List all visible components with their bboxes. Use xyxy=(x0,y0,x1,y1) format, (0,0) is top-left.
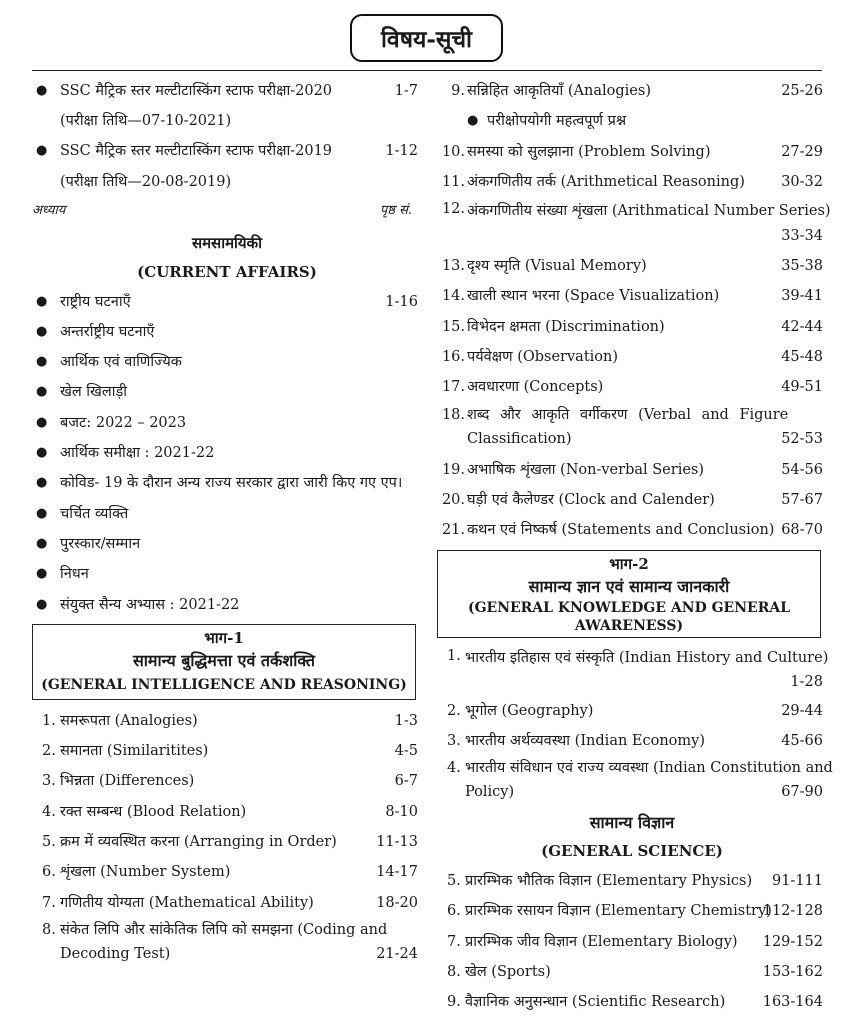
entry-page: 1-28 xyxy=(790,673,823,690)
toc-entry[interactable] xyxy=(437,403,827,455)
chapter-label: अध्याय xyxy=(32,202,66,218)
entry-number: 6. xyxy=(447,903,461,920)
toc-entry[interactable] xyxy=(32,347,422,377)
entry-page: 33-34 xyxy=(781,228,823,245)
entry-page: 1-16 xyxy=(385,293,418,310)
toc-entry[interactable] xyxy=(437,455,827,485)
entry-page: 42-44 xyxy=(781,318,823,335)
part1-label: भाग-1 xyxy=(204,628,244,647)
entry-title: दृश्य स्मृति (Visual Memory) xyxy=(467,258,647,275)
entry-number: 5. xyxy=(447,873,461,890)
entry-title: घड़ी एवं कैलेण्डर (Clock and Calender) xyxy=(467,491,715,508)
entry-page: 8-10 xyxy=(385,803,418,820)
exam-list xyxy=(32,76,422,197)
entry-title: आर्थिक समीक्षा : 2021-22 xyxy=(60,445,215,462)
entry-page: 39-41 xyxy=(781,288,823,305)
toc-entry[interactable] xyxy=(437,372,827,402)
entry-title: खाली स्थान भरना (Space Visualization) xyxy=(467,288,720,305)
entry-number: 6. xyxy=(42,864,56,881)
entry-page: 68-70 xyxy=(781,522,823,539)
toc-entry[interactable] xyxy=(437,644,827,696)
toc-entry[interactable] xyxy=(32,736,422,766)
entry-title: भारतीय संविधान एवं राज्य व्यवस्था (Indian Constitution and xyxy=(465,760,833,777)
toc-entry[interactable] xyxy=(437,696,827,726)
toc-entry[interactable] xyxy=(32,827,422,857)
entry-page: 30-32 xyxy=(781,173,823,190)
entry-number: 7. xyxy=(42,894,56,911)
bullet-icon: ● xyxy=(36,323,48,339)
entry-title: अन्तर्राष्ट्रीय घटनाएँ xyxy=(60,323,155,340)
entry-title: कथन एवं निष्कर्ष (Statements and Conclusion) xyxy=(467,522,775,539)
toc-entry[interactable] xyxy=(437,957,827,987)
entry-number: 4. xyxy=(447,760,461,777)
toc-entry[interactable] xyxy=(32,590,422,620)
current-affairs-heading-hi: समसामयिकी xyxy=(191,233,263,252)
entry-page: 67-90 xyxy=(781,784,823,801)
toc-entry[interactable] xyxy=(32,438,422,468)
entry-number: 19. xyxy=(441,461,465,478)
entry-page: 14-17 xyxy=(376,864,418,881)
bullet-icon: ● xyxy=(36,83,48,98)
entry-page: 4-5 xyxy=(394,743,418,760)
toc-entry[interactable] xyxy=(32,317,422,347)
toc-entry[interactable] xyxy=(32,468,422,498)
bullet-icon: ● xyxy=(36,505,48,521)
entry-page: 52-53 xyxy=(781,430,823,447)
entry-title: परीक्षोपयोगी महत्वपूर्ण प्रश्न xyxy=(487,113,627,130)
bullet-icon: ● xyxy=(36,293,48,309)
bullet-icon: ● xyxy=(467,113,479,129)
toc-entry[interactable] xyxy=(437,167,827,197)
entry-title-cont: Decoding Test) xyxy=(60,945,171,962)
entry-page: 1-7 xyxy=(394,83,418,99)
entry-title: खेल खिलाड़ी xyxy=(60,384,128,401)
toc-entry[interactable] xyxy=(32,559,422,589)
reasoning-list-b xyxy=(437,251,827,402)
entry-number: 9. xyxy=(451,83,465,99)
entry-number: 3. xyxy=(42,773,56,790)
entry-title: शब्द और आकृति वर्गीकरण (Verbal and Figure xyxy=(467,406,789,423)
toc-entry[interactable] xyxy=(437,137,827,167)
entry-title: रक्त सम्बन्ध (Blood Relation) xyxy=(60,803,247,820)
entry-page: 25-26 xyxy=(781,83,823,99)
entry-page: 45-48 xyxy=(781,349,823,366)
entry-title: भारतीय इतिहास एवं संस्कृति (Indian History and Culture) xyxy=(465,649,829,666)
entry-title: गणितीय योग्यता (Mathematical Ability) xyxy=(60,894,314,911)
entry-number: 17. xyxy=(441,379,465,396)
entry-number: 1. xyxy=(42,712,56,729)
part1-box xyxy=(32,624,416,700)
entry-number: 8. xyxy=(42,921,56,938)
toc-entry[interactable] xyxy=(437,866,827,896)
toc-entry[interactable] xyxy=(437,76,827,106)
entry-title: शृंखला (Number System) xyxy=(60,864,231,881)
entry-title: समरूपता (Analogies) xyxy=(60,712,198,729)
bullet-icon: ● xyxy=(36,143,48,159)
entry-number: 10. xyxy=(441,143,465,160)
current-affairs-heading-en: (CURRENT AFFAIRS) xyxy=(137,262,317,281)
entry-number: 7. xyxy=(447,933,461,950)
entry-title: विभेदन क्षमता (Discrimination) xyxy=(467,318,665,335)
toc-entry[interactable] xyxy=(32,287,422,317)
toc-entry[interactable] xyxy=(437,756,833,808)
entry-number: 13. xyxy=(441,258,465,275)
bullet-icon: ● xyxy=(36,354,48,370)
entry-title-cont: Policy) xyxy=(465,784,515,801)
entry-title: बजट: 2022 – 2023 xyxy=(60,414,187,431)
entry-page: 153-162 xyxy=(762,964,823,981)
entry-title-cont: Classification) xyxy=(467,430,572,447)
bullet-icon: ● xyxy=(36,414,48,430)
entry-title: वैज्ञानिक अनुसन्धान (Scientific Research) xyxy=(465,994,726,1011)
entry-title: पुरस्कार/सम्मान xyxy=(60,535,141,552)
toc-entry[interactable] xyxy=(437,251,827,281)
entry-number: 20. xyxy=(441,491,465,508)
entry-title: सन्निहित आकृतियाँ (Analogies) xyxy=(467,83,651,99)
entry-number: 16. xyxy=(441,349,465,366)
entry-number: 1. xyxy=(447,647,461,664)
left-column xyxy=(32,76,422,970)
entry-page: 57-67 xyxy=(781,491,823,508)
column-header xyxy=(32,197,422,227)
entry-title: अंकगणितीय तर्क (Arithmetical Reasoning) xyxy=(467,173,745,190)
toc-entry[interactable] xyxy=(437,927,827,957)
toc-entry[interactable] xyxy=(32,408,422,438)
toc-entry[interactable] xyxy=(32,888,422,918)
entry-page: 11-13 xyxy=(376,834,418,851)
part1-list xyxy=(32,706,422,918)
entry-page: 1-12 xyxy=(385,143,418,160)
entry-title: निधन xyxy=(60,566,89,583)
entry-title: प्रारम्भिक जीव विज्ञान (Elementary Biology) xyxy=(465,933,738,950)
part1-title-hi: सामान्य बुद्धिमत्ता एवं तर्कशक्ति xyxy=(132,650,316,670)
entry-title: भारतीय अर्थव्यवस्था (Indian Economy) xyxy=(465,732,706,749)
entry-number: 5. xyxy=(42,834,56,851)
entry-page: 35-38 xyxy=(781,258,823,275)
toc-entry[interactable] xyxy=(32,766,422,796)
bullet-icon: ● xyxy=(36,596,48,612)
entry-title: समानता (Similaritites) xyxy=(60,743,209,760)
sub-entry[interactable] xyxy=(437,106,827,136)
reasoning-list-a xyxy=(437,137,827,198)
entry-number: 4. xyxy=(42,803,56,820)
entry-title: चर्चित व्यक्ति xyxy=(60,505,129,522)
toc-entry[interactable] xyxy=(437,197,831,251)
entry-page: 91-111 xyxy=(771,873,823,890)
entry-title: अंकगणितीय संख्या शृंखला (Arithmatical Number Series) xyxy=(467,203,831,220)
reasoning-list-c xyxy=(437,455,827,546)
toc-entry[interactable] xyxy=(437,515,827,545)
entry-page: 49-51 xyxy=(781,379,823,396)
science-list xyxy=(437,866,827,1017)
entry-number: 8. xyxy=(447,964,461,981)
part2-title-hi: सामान्य ज्ञान एवं सामान्य जानकारी xyxy=(528,576,730,596)
entry-page: 21-24 xyxy=(376,945,418,962)
toc-entry[interactable] xyxy=(32,918,422,970)
toc-entry[interactable] xyxy=(32,857,422,887)
entry-page: 129-152 xyxy=(762,933,823,950)
toc-entry[interactable] xyxy=(437,312,827,342)
current-affairs-list xyxy=(32,287,422,620)
entry-title: संकेत लिपि और सांकेतिक लिपि को समझना (Coding and xyxy=(60,921,388,938)
bullet-icon: ● xyxy=(36,445,48,461)
entry-number: 3. xyxy=(447,732,461,749)
entry-title: SSC मैट्रिक स्तर मल्टीटास्किंग स्टाफ परीक्षा-2020 xyxy=(60,83,333,99)
part1-title-en: (GENERAL INTELLIGENCE AND REASONING) xyxy=(41,676,407,693)
entry-subtitle: (परीक्षा तिथि—07-10-2021) xyxy=(60,113,232,130)
entry-title: कोविड- 19 के दौरान अन्य राज्य सरकार द्वारा जारी किए गए एप। xyxy=(60,475,403,492)
entry-number: 12. xyxy=(441,201,465,218)
entry-title: संयुक्त सैन्य अभ्यास : 2021-22 xyxy=(60,596,240,613)
entry-page: 29-44 xyxy=(781,702,823,719)
toc-entry[interactable] xyxy=(32,136,422,166)
entry-title: अभाषिक शृंखला (Non-verbal Series) xyxy=(467,461,705,478)
entry-number: 9. xyxy=(447,994,461,1011)
page-title: विषय-सूची xyxy=(350,14,503,62)
toc-entry[interactable] xyxy=(32,529,422,559)
toc-entry[interactable] xyxy=(437,342,827,372)
entry-number: 18. xyxy=(441,406,465,423)
toc-entry[interactable] xyxy=(437,987,827,1017)
entry-number: 11. xyxy=(441,173,465,190)
entry-title: राष्ट्रीय घटनाएँ xyxy=(60,293,131,310)
part2-label: भाग-2 xyxy=(609,554,649,573)
entry-page: 18-20 xyxy=(376,894,418,911)
entry-page: 112-128 xyxy=(762,903,823,920)
entry-page: 1-3 xyxy=(394,712,418,729)
entry-page: 27-29 xyxy=(781,143,823,160)
science-heading-hi: सामान्य विज्ञान xyxy=(589,813,675,833)
gk-list xyxy=(437,696,827,757)
bullet-icon: ● xyxy=(36,384,48,400)
entry-title: प्रारम्भिक रसायन विज्ञान (Elementary Chemistry) xyxy=(465,903,772,920)
toc-entry[interactable] xyxy=(32,797,422,827)
toc-entry[interactable] xyxy=(437,726,827,756)
toc-entry[interactable] xyxy=(32,377,422,407)
part2-box xyxy=(437,550,821,638)
entry-number: 21. xyxy=(441,522,465,539)
right-column xyxy=(437,76,833,1018)
entry-page: 6-7 xyxy=(394,773,418,790)
entry-title: पर्यवेक्षण (Observation) xyxy=(467,349,619,366)
entry-page: 54-56 xyxy=(781,461,823,478)
toc-entry[interactable] xyxy=(437,485,827,515)
entry-title: भिन्नता (Differences) xyxy=(60,773,195,790)
toc-entry[interactable] xyxy=(32,76,422,106)
entry-number: 15. xyxy=(441,318,465,335)
bullet-icon: ● xyxy=(36,475,48,491)
entry-number: 2. xyxy=(447,702,461,719)
bullet-icon: ● xyxy=(36,535,48,551)
entry-title: अवधारणा (Concepts) xyxy=(467,379,604,396)
entry-number: 2. xyxy=(42,743,56,760)
entry-title: खेल (Sports) xyxy=(465,964,551,981)
entry-title: क्रम में व्यवस्थित करना (Arranging in Order) xyxy=(60,834,337,851)
entry-page: 45-66 xyxy=(781,732,823,749)
entry-title: भूगोल (Geography) xyxy=(465,702,594,719)
part2-title-en: (GENERAL KNOWLEDGE AND GENERAL AWARENESS) xyxy=(467,599,791,634)
page-label: पृष्ठ सं. xyxy=(379,202,412,218)
toc-entry[interactable] xyxy=(32,706,422,736)
toc-entry[interactable] xyxy=(32,499,422,529)
entry-title: प्रारम्भिक भौतिक विज्ञान (Elementary Physics) xyxy=(465,873,753,890)
entry-title: आर्थिक एवं वाणिज्यिक xyxy=(60,354,182,371)
entry-title: SSC मैट्रिक स्तर मल्टीटास्किंग स्टाफ परीक्षा-2019 xyxy=(60,143,333,160)
entry-title: समस्या को सुलझाना (Problem Solving) xyxy=(467,143,711,160)
toc-entry[interactable] xyxy=(437,896,827,926)
bullet-icon: ● xyxy=(36,566,48,582)
entry-page: 163-164 xyxy=(762,994,823,1011)
entry-subtitle: (परीक्षा तिथि—20-08-2019) xyxy=(60,173,232,190)
science-heading-en: (GENERAL SCIENCE) xyxy=(541,842,723,861)
entry-number: 14. xyxy=(441,288,465,305)
toc-entry[interactable] xyxy=(437,281,827,311)
top-divider xyxy=(32,70,822,71)
